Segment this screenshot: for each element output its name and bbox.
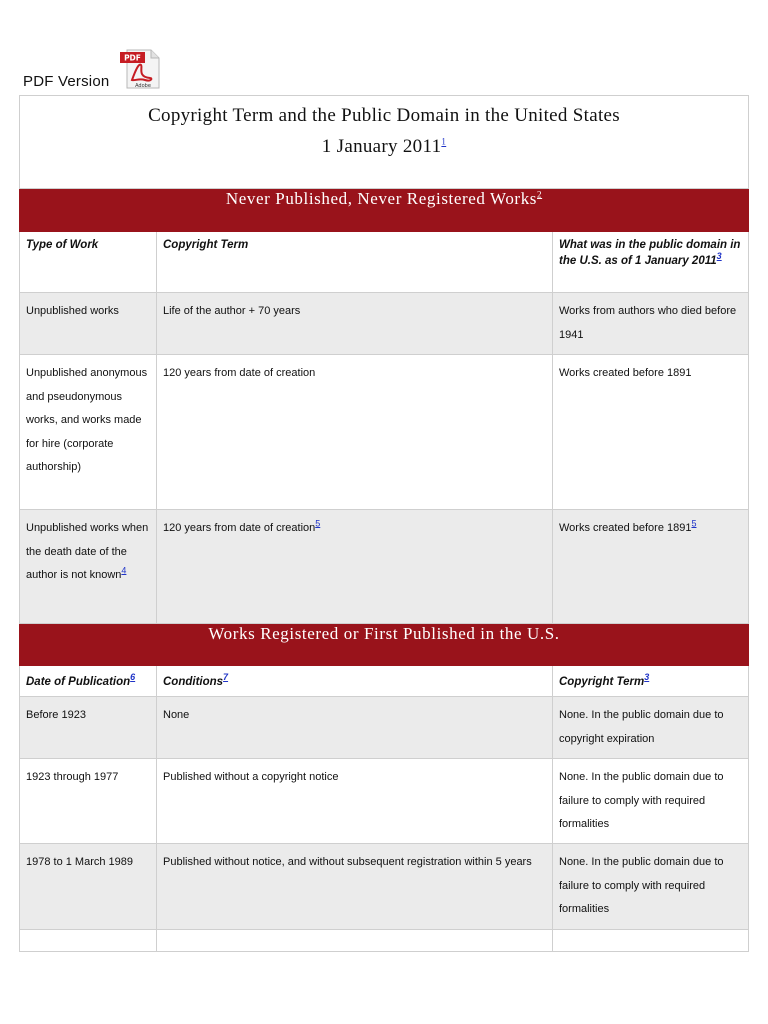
cell-public-domain: Works from authors who died before 1941 [553,293,749,355]
table-row [20,355,749,510]
footnote-link-6[interactable]: 6 [130,672,136,683]
column-header-public-domain-text: What was in the public domain in the U.S. as of 1 January 2011 [559,239,741,267]
column-header-row [20,666,749,697]
cell-date: 1923 through 1977 [20,759,157,844]
column-header-type: Type of Work [20,232,157,293]
cell-conditions: None [157,697,553,759]
table-row [20,510,749,624]
footnote-link-5[interactable]: 5 [691,518,697,529]
footnote-link-1[interactable]: 1 [441,136,447,147]
cell-term: 120 years from date of creation [157,355,553,510]
column-header-date-text: Date of Publication [26,676,131,688]
cell-conditions: Published without a copyright notice [157,759,553,844]
table-row [20,697,749,759]
table-row [20,759,749,844]
section-title: Works Registered or First Published in the U.S. [20,624,749,666]
cell-public-domain-text: Works created before 1891 [559,522,692,534]
cell-term [157,510,553,624]
cell-type: Unpublished works [20,293,157,355]
section-header-never-published [20,189,749,232]
cell-type: Unpublished anonymous and pseudonymous works, and works made for hire (corporate authorship) [20,355,157,510]
column-header-conditions-text: Conditions [163,676,224,688]
section-title [20,189,749,232]
section-header-registered [20,624,749,666]
cell-type-text: Unpublished works when the death date of the author is not known [26,522,149,581]
pdf-icon[interactable] [117,47,163,90]
table-row [20,293,749,355]
pdf-version-link[interactable]: PDF Version [23,73,110,90]
title-row [20,96,749,189]
column-header-row [20,232,749,293]
cell-copyright-term: None. In the public domain due to copyright expiration [553,697,749,759]
page-title [20,96,749,189]
footnote-link-4[interactable]: 4 [121,565,127,576]
footnote-link-7[interactable]: 7 [223,672,229,683]
table-row [20,930,749,952]
title-date: 1 January 2011 [321,136,442,157]
section-title-text: Never Published, Never Registered Works [225,189,538,208]
column-header-term: Copyright Term [157,232,553,293]
column-header-public-domain [553,232,749,293]
title-text: Copyright Term and the Public Domain in the United States [148,105,620,126]
cell-type [20,510,157,624]
footnote-link-5[interactable]: 5 [315,518,321,529]
copyright-term-table [19,95,749,952]
cell-date: 1978 to 1 March 1989 [20,844,157,930]
cell-date [20,930,157,952]
column-header-date [20,666,157,697]
footnote-link-3[interactable]: 3 [716,251,722,262]
cell-term-text: 120 years from date of creation [163,522,316,534]
footnote-link-3[interactable]: 3 [644,672,650,683]
cell-term: Life of the author + 70 years [157,293,553,355]
cell-conditions: Published without notice, and without subsequent registration within 5 years [157,844,553,930]
cell-copyright-term [553,930,749,952]
cell-public-domain [553,510,749,624]
column-header-conditions [157,666,553,697]
table-row [20,844,749,930]
footnote-link-2[interactable]: 2 [537,189,543,200]
pdf-icon-badge: PDF [124,53,141,63]
cell-copyright-term: None. In the public domain due to failure to comply with required formalities [553,844,749,930]
cell-conditions [157,930,553,952]
cell-date: Before 1923 [20,697,157,759]
column-header-copyright-term-text: Copyright Term [559,676,645,688]
cell-copyright-term: None. In the public domain due to failure to comply with required formalities [553,759,749,844]
column-header-copyright-term [553,666,749,697]
pdf-icon-caption: Adobe [135,83,151,89]
cell-public-domain: Works created before 1891 [553,355,749,510]
